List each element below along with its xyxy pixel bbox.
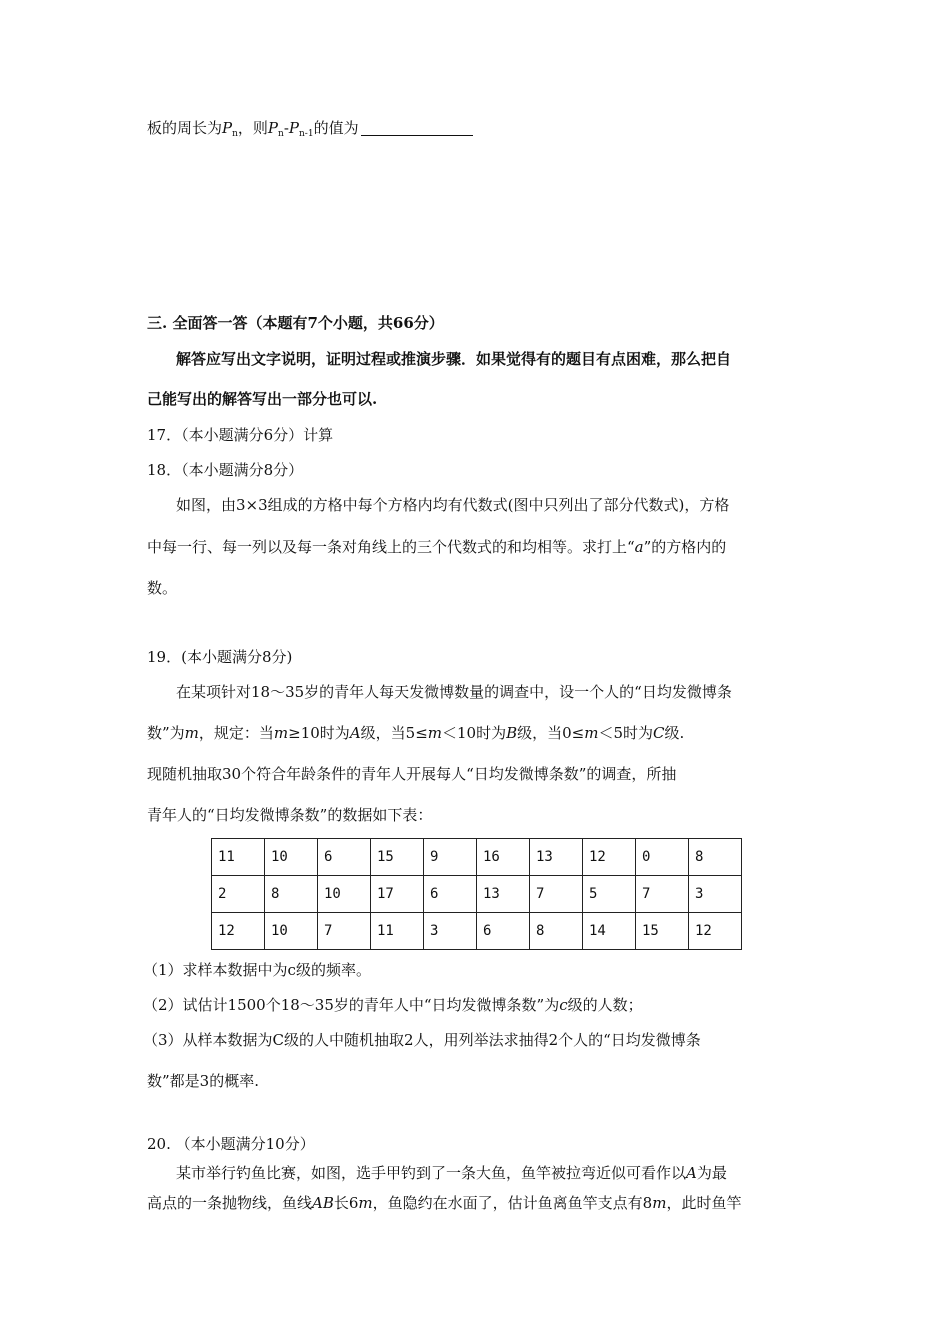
question-20-header: 20. （本小题满分10分） xyxy=(147,1135,315,1153)
question-18-header: 18．（本小题满分8分） xyxy=(147,461,304,479)
question-18-line-2 xyxy=(147,536,726,557)
math-variable: m xyxy=(184,724,199,742)
table-cell: 16 xyxy=(477,839,530,876)
text: ，则 xyxy=(237,119,268,137)
table-row xyxy=(212,913,742,950)
table-cell: 15 xyxy=(371,839,424,876)
question-19-line-4: 青年人的“日均发微博条数”的数据如下表： xyxy=(147,806,433,824)
subscript: n-1 xyxy=(298,129,314,139)
question-17: 17．（本小题满分6分）计算 xyxy=(147,426,334,444)
text: ”的方格内的 xyxy=(643,538,727,556)
text: 高点的一条抛物线，鱼线 xyxy=(147,1194,313,1212)
table-cell: 8 xyxy=(689,839,742,876)
table-row xyxy=(212,876,742,913)
table-cell: 15 xyxy=(636,913,689,950)
text: 中每一行、每一列以及每一条对角线上的三个代数式的和均相等。求打上“ xyxy=(147,538,635,556)
table-cell: 10 xyxy=(265,839,318,876)
math-variable: AB xyxy=(312,1194,334,1212)
var-a: A xyxy=(686,1164,697,1182)
table-cell: 7 xyxy=(636,876,689,913)
text: 板的周长为 xyxy=(147,119,223,137)
text: 数”为 xyxy=(147,724,185,742)
question-19-header: 19．(本小题满分8分) xyxy=(147,648,293,666)
table-cell: 12 xyxy=(212,913,265,950)
question-19-part-3-line-1: （3）从样本数据为C级的人中随机抽取2人，用列举法求抽得2个人的“日均发微博条 xyxy=(143,1031,701,1049)
subscript: n xyxy=(278,129,284,139)
text: ＜5时为 xyxy=(598,724,654,742)
text: （2）试估计1500个18～35岁的青年人中“日均发微博条数”为 xyxy=(143,996,560,1014)
table-cell: 11 xyxy=(371,913,424,950)
text: 某市举行钓鱼比赛，如图，选手甲钓到了一条大鱼，鱼竿被拉弯近似可看作以 xyxy=(176,1164,687,1182)
text: 为最 xyxy=(696,1164,727,1182)
text: ≥10时为 xyxy=(288,724,350,742)
var-p: P xyxy=(222,119,233,137)
table-cell: 10 xyxy=(265,913,318,950)
text: 的值为 xyxy=(313,119,359,137)
table-cell: 13 xyxy=(477,876,530,913)
minus-sign: - xyxy=(283,119,289,137)
math-variable: m xyxy=(358,1194,373,1212)
text: ，规定：当 xyxy=(198,724,274,742)
table-cell: 6 xyxy=(424,876,477,913)
math-variable: m xyxy=(584,724,599,742)
math-variable: C xyxy=(653,724,665,742)
table-cell: 6 xyxy=(318,839,371,876)
question-18-line-1: 如图，由3×3组成的方格中每个方格内均有代数式(图中只列出了部分代数式)，方格 xyxy=(176,496,730,514)
question-19-line-3: 现随机抽取30个符合年龄条件的青年人开展每人“日均发微博条数”的调查，所抽 xyxy=(147,765,677,783)
instructions-line-2: 己能写出的解答写出一部分也可以. xyxy=(147,390,378,408)
question-19-part-1: （1）求样本数据中为c级的频率。 xyxy=(143,961,371,979)
table-cell: 8 xyxy=(265,876,318,913)
table-cell: 2 xyxy=(212,876,265,913)
table-cell: 0 xyxy=(636,839,689,876)
subscript: n xyxy=(232,129,238,139)
question-19-line-2 xyxy=(147,722,684,743)
continued-question-line xyxy=(147,117,473,139)
table-cell: 13 xyxy=(530,839,583,876)
var-p: P xyxy=(267,119,279,137)
table-cell: 12 xyxy=(689,913,742,950)
var-p: P xyxy=(288,119,299,137)
question-19-part-2 xyxy=(143,994,643,1015)
question-19-part-3-line-2: 数”都是3的概率. xyxy=(147,1072,259,1090)
text: ，此时鱼竿 xyxy=(666,1194,742,1212)
table-cell: 6 xyxy=(477,913,530,950)
answer-blank[interactable] xyxy=(361,121,473,136)
text: 级，当0≤ xyxy=(517,724,585,742)
table-row xyxy=(212,839,742,876)
table-cell: 9 xyxy=(424,839,477,876)
var-c: c xyxy=(559,996,568,1014)
table-cell: 7 xyxy=(318,913,371,950)
math-variable: m xyxy=(652,1194,667,1212)
var-a: a xyxy=(634,538,644,556)
table-cell: 3 xyxy=(689,876,742,913)
table-cell: 3 xyxy=(424,913,477,950)
data-table xyxy=(211,838,742,950)
table-cell: 14 xyxy=(583,913,636,950)
text: ，鱼隐约在水面了，估计鱼离鱼竿支点有8 xyxy=(372,1194,653,1212)
question-20-line-2 xyxy=(147,1192,741,1213)
math-variable: m xyxy=(427,724,443,742)
question-20-line-1 xyxy=(176,1162,727,1183)
instructions-line-1: 解答应写出文字说明，证明过程或推演步骤．如果觉得有的题目有点困难，那么把自 xyxy=(176,350,732,368)
math-variable: B xyxy=(506,724,518,742)
text: 级，当5≤ xyxy=(360,724,428,742)
table-cell: 8 xyxy=(530,913,583,950)
table-cell: 10 xyxy=(318,876,371,913)
table-cell: 12 xyxy=(583,839,636,876)
text: 级. xyxy=(664,724,685,742)
table-cell: 17 xyxy=(371,876,424,913)
question-18-line-3: 数。 xyxy=(147,579,178,597)
table-cell: 7 xyxy=(530,876,583,913)
section-heading: 三. 全面答一答（本题有7个小题，共66分） xyxy=(147,314,444,332)
text: ＜10时为 xyxy=(442,724,507,742)
table-cell: 5 xyxy=(583,876,636,913)
text: 长6 xyxy=(333,1194,359,1212)
math-variable: m xyxy=(273,724,289,742)
question-19-line-1: 在某项针对18～35岁的青年人每天发微博数量的调查中，设一个人的“日均发微博条 xyxy=(176,683,732,701)
text: 级的人数； xyxy=(567,996,643,1014)
math-variable: A xyxy=(349,724,361,742)
table-cell: 11 xyxy=(212,839,265,876)
